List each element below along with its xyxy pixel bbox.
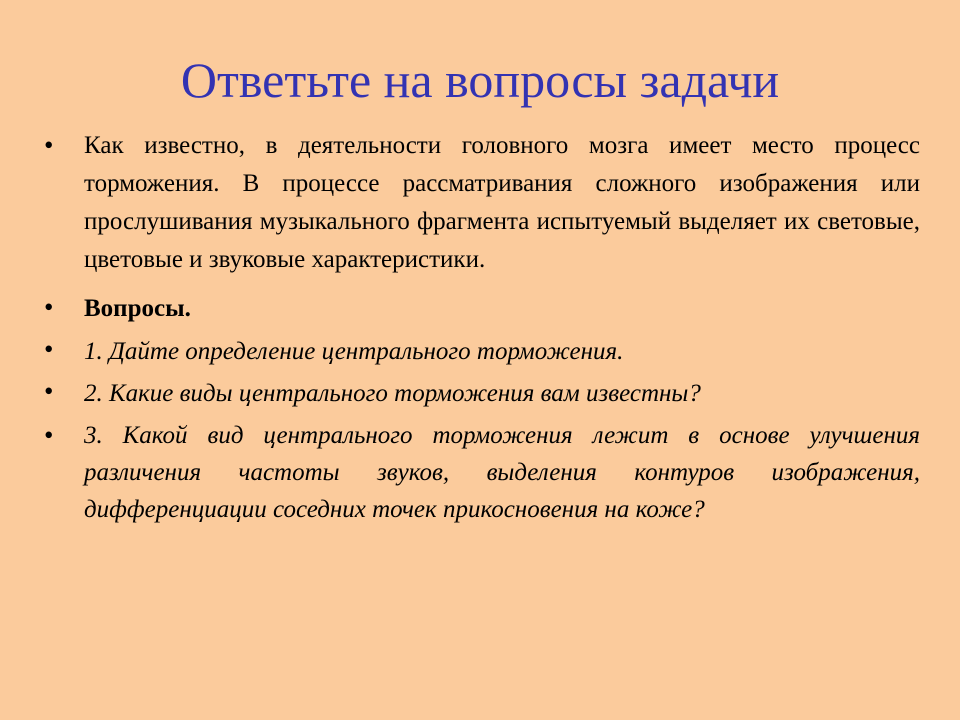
bullet-item-intro — [44, 127, 920, 279]
bullet-text-intro: Как известно, в деятельности головного мозга имеет место процесс торможения. В процессе рассматривания сложного изображения или прослушивания музыкального фрагмента испытуемый выделяет их световые, цветовые и звуковые характеристики. — [84, 132, 920, 273]
bullet-item-question-2 — [44, 373, 920, 415]
bullet-dot-icon: • — [44, 376, 54, 406]
slide-title: Ответьте на вопросы задачи — [180, 52, 780, 108]
bullet-text-question-3: 3. Какой вид центрального торможения лежит в основе улучшения различения частоты звуков, выделения контуров изображения, дифференциации соседних точек прикосновения на коже? — [84, 422, 920, 523]
bullet-list — [44, 127, 920, 528]
bullet-item-question-1 — [44, 331, 920, 373]
bullet-dot-icon: • — [44, 130, 54, 160]
bullet-text-question-1: 1. Дайте определение центрального торможения. — [84, 338, 624, 365]
bullet-dot-icon: • — [44, 420, 54, 450]
bullet-item-question-3 — [44, 417, 920, 528]
bullet-text-question-2: 2. Какие виды центрального торможения вам известны? — [84, 380, 701, 407]
bullet-dot-icon: • — [44, 334, 54, 364]
bullet-dot-icon: • — [44, 292, 54, 322]
bullet-item-questions-heading — [44, 289, 920, 329]
bullet-text-questions-heading: Вопросы. — [84, 295, 191, 322]
